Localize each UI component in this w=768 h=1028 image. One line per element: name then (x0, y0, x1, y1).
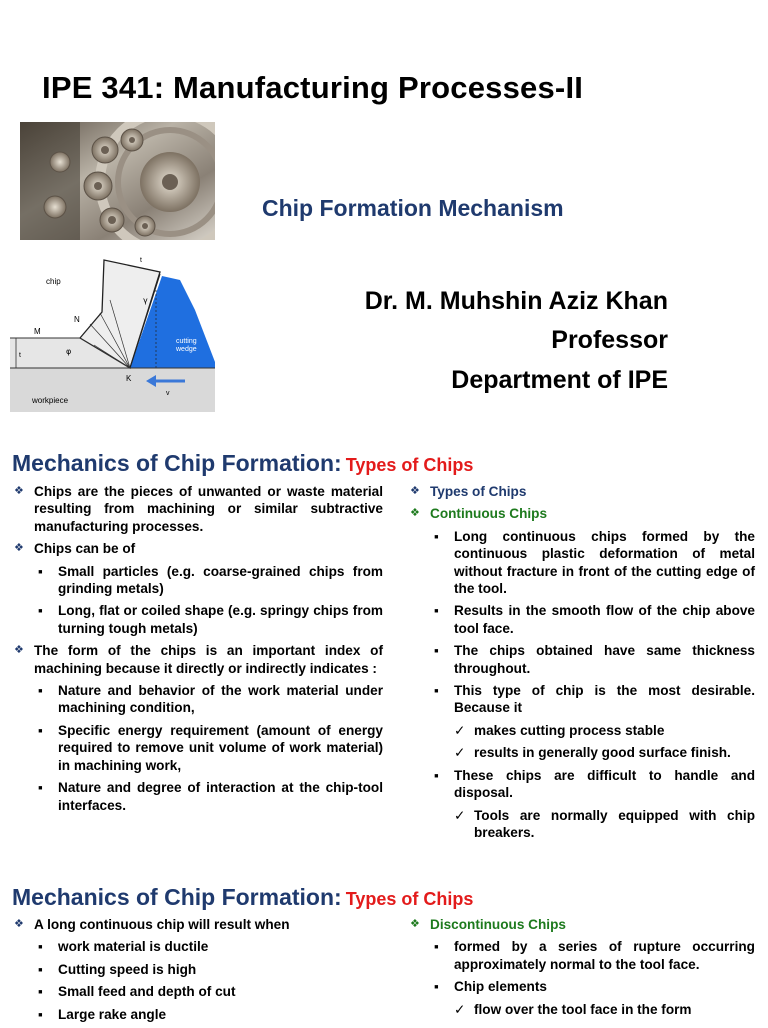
slide2-right-column (408, 916, 755, 1023)
slide1-heading (12, 450, 473, 477)
bullet-text: Chip elements (454, 979, 547, 995)
chip-formation-diagram (10, 250, 215, 412)
diamond-bullet-icon: ❖ (14, 485, 24, 497)
bullet-item (408, 483, 755, 500)
diamond-bullet-icon: ❖ (14, 644, 24, 657)
label-M: M (34, 327, 41, 336)
square-bullet-icon: ▪ (434, 683, 439, 699)
bullet-text: Types of Chips (430, 484, 527, 499)
bullet-item (12, 483, 383, 535)
slide2-heading-text: Mechanics of Chip Formation: (12, 884, 342, 910)
bullet-item (408, 744, 755, 761)
bullet-text: formed by a series of rupture occurring approximately normal to the tool face. (454, 939, 755, 972)
workpiece-region (10, 368, 215, 412)
bullet-item (408, 767, 755, 802)
bullet-text: The chips obtained have same thickness throughout. (454, 643, 755, 676)
checkmark-icon: ✓ (454, 807, 466, 823)
bullet-text: Continuous Chips (430, 506, 548, 522)
bullet-text: Results in the smooth flow of the chip above tool face. (454, 603, 755, 636)
bullet-text: Nature and behavior of the work material under machining condition, (58, 683, 383, 716)
bullet-item (408, 722, 755, 739)
label-chip: chip (46, 277, 61, 286)
label-wedge: wedge (176, 346, 197, 353)
label-N: N (74, 315, 80, 324)
bullet-item (12, 1006, 383, 1023)
bullet-item (12, 916, 383, 933)
diamond-bullet-icon: ❖ (410, 485, 420, 497)
bullet-text: Discontinuous Chips (430, 917, 566, 932)
bullet-item (408, 1001, 755, 1018)
bullet-item (12, 682, 383, 717)
bullet-text: Cutting speed is high (58, 961, 197, 977)
checkmark-icon: ✓ (454, 745, 466, 761)
bullet-item (408, 602, 755, 637)
square-bullet-icon: ▪ (434, 939, 439, 955)
label-workpiece: workpiece (32, 396, 69, 405)
slide2-heading (12, 884, 473, 911)
label-gamma: γ (143, 296, 148, 305)
bullet-text: A long continuous chip will result when (34, 917, 290, 932)
bullet-item (408, 938, 755, 973)
square-bullet-icon: ▪ (434, 979, 439, 995)
diamond-bullet-icon: ❖ (410, 918, 420, 930)
bullet-item (408, 978, 755, 995)
slide1-right-column (408, 483, 755, 846)
bullet-item (408, 642, 755, 677)
square-bullet-icon: ▪ (38, 1006, 43, 1022)
bullet-text: results in generally good surface finish. (474, 745, 731, 761)
lecture-subtitle: Chip Formation Mechanism (262, 195, 564, 221)
label-vc: v (166, 390, 170, 397)
bullet-text: Chips are the pieces of unwanted or waste material resulting from machining or similar subtractive manufacturing processes. (34, 484, 383, 534)
square-bullet-icon: ▪ (434, 643, 439, 659)
diamond-bullet-icon: ❖ (14, 542, 24, 555)
bullet-item (12, 961, 383, 978)
bullet-text: This type of chip is the most desirable. Because it (454, 683, 755, 716)
bullet-text: work material is ductile (58, 939, 209, 955)
bullet-item (12, 722, 383, 774)
diamond-bullet-icon: ❖ (14, 918, 24, 930)
bullet-text: flow over the tool face in the form (474, 1001, 692, 1017)
bullet-item (12, 602, 383, 637)
slide1-heading-text: Mechanics of Chip Formation: (12, 450, 342, 476)
square-bullet-icon: ▪ (434, 528, 439, 544)
square-bullet-icon: ▪ (38, 563, 43, 579)
square-bullet-icon: ▪ (38, 722, 43, 738)
bullet-item (408, 807, 755, 842)
square-bullet-icon: ▪ (38, 603, 43, 619)
slide2-left-column (12, 916, 383, 1028)
square-bullet-icon: ▪ (434, 603, 439, 619)
label-cutting: cutting (176, 338, 197, 345)
square-bullet-icon: ▪ (38, 780, 43, 796)
slide1-heading-accent: Types of Chips (345, 455, 474, 475)
bullet-text: Long, flat or coiled shape (e.g. springy chips from turning tough metals) (58, 603, 383, 636)
bullet-text: These chips are difficult to handle and disposal. (454, 767, 755, 801)
diamond-bullet-icon: ❖ (410, 507, 420, 520)
bullet-text: Large rake angle (58, 1006, 167, 1022)
author-role: Professor (551, 326, 668, 354)
slide1-left-column (12, 483, 383, 819)
bullet-text: Tools are normally equipped with chip breakers. (474, 807, 755, 840)
square-bullet-icon: ▪ (38, 961, 43, 977)
author-name: Dr. M. Muhshin Aziz Khan (364, 287, 668, 315)
bullet-item (12, 938, 383, 955)
bullet-item (12, 540, 383, 557)
bullet-item (12, 779, 383, 814)
bullet-item (408, 505, 755, 522)
label-t2: t (140, 257, 142, 264)
label-K: K (126, 374, 132, 383)
square-bullet-icon: ▪ (38, 984, 43, 1000)
bullet-item (408, 682, 755, 717)
square-bullet-icon: ▪ (434, 767, 439, 783)
bullet-text: Small feed and depth of cut (58, 984, 236, 1000)
gear-machinery-photo (20, 122, 215, 240)
label-phi: φ (66, 347, 72, 356)
author-department: Department of IPE (451, 366, 668, 394)
bullet-text: Nature and degree of interaction at the chip-tool interfaces. (58, 780, 383, 813)
bullet-text: The form of the chips is an important index of machining because it directly or indirectly indicates : (34, 643, 383, 676)
bullet-item (12, 563, 383, 598)
bullet-item (408, 528, 755, 598)
checkmark-icon: ✓ (454, 722, 466, 738)
bullet-item (408, 916, 755, 933)
bullet-text: Small particles (e.g. coarse-grained chips from grinding metals) (58, 563, 383, 597)
bullet-text: Chips can be of (34, 541, 136, 557)
checkmark-icon: ✓ (454, 1001, 466, 1017)
bullet-item (12, 983, 383, 1000)
label-t1: t (19, 352, 21, 359)
course-title: IPE 341: Manufacturing Processes-II (42, 70, 584, 105)
slide2-heading-accent: Types of Chips (345, 889, 474, 909)
bullet-text: Specific energy requirement (amount of energy required to remove unit volume of work material) in machining work, (58, 722, 383, 773)
bullet-text: Long continuous chips formed by the continuous plastic deformation of metal without fracture in front of the cutting edge of the tool. (454, 528, 755, 597)
bullet-text: makes cutting process stable (474, 722, 665, 738)
square-bullet-icon: ▪ (38, 939, 43, 955)
bullet-item (12, 642, 383, 677)
square-bullet-icon: ▪ (38, 683, 43, 699)
